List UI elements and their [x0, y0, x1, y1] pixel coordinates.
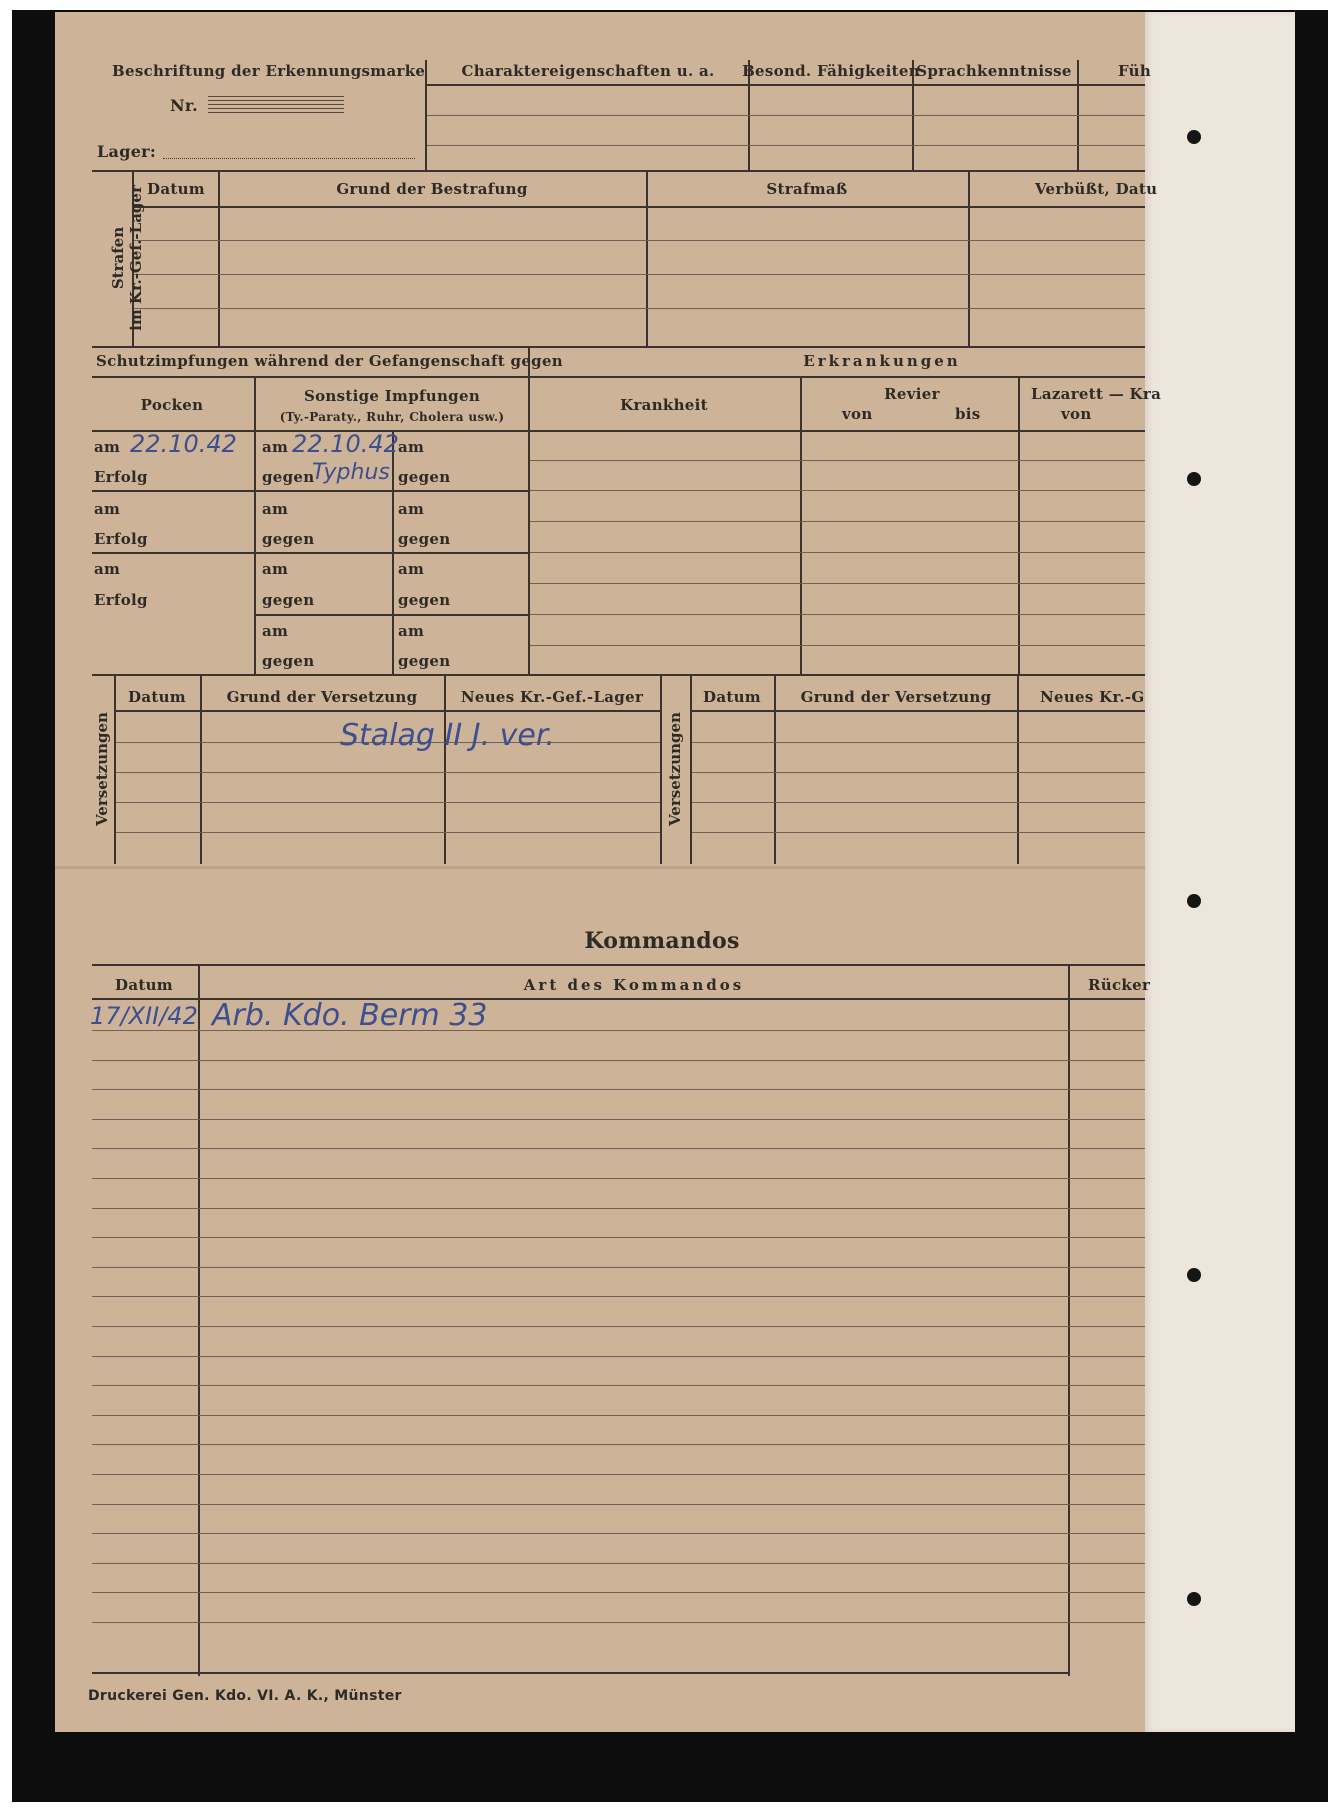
row-line: [92, 1533, 1145, 1534]
row-line: [256, 614, 528, 616]
row-line: [530, 614, 1145, 615]
sonstige-b-gegen-2: gegen: [398, 530, 451, 548]
sonstige-b-gegen-3: gegen: [398, 591, 451, 609]
section-line: [92, 346, 1145, 348]
header-line: [692, 710, 1145, 712]
divider: [1017, 676, 1019, 864]
hw-versetzung-entry: Stalag II J. ver.: [340, 718, 555, 753]
row-line: [92, 1622, 1145, 1623]
row-line: [92, 1474, 1145, 1475]
row-line: [134, 308, 1145, 309]
row-line: [92, 552, 528, 554]
strafen-side-label: Strafen im Kr.-Gef.-Lager: [109, 185, 145, 331]
row-line: [427, 145, 1145, 146]
divider: [218, 170, 220, 346]
row-line: [92, 1148, 1145, 1149]
row-line: [92, 1119, 1145, 1120]
versetzung-grund-header-right: Grund der Versetzung: [800, 688, 992, 706]
versetzungen-side-label-right: Versetzungen: [666, 712, 684, 826]
pocken-am-2: am: [94, 500, 121, 518]
lager-dotted-line: [163, 158, 415, 159]
divider: [1068, 964, 1070, 1676]
divider: [968, 170, 970, 346]
row-line: [134, 274, 1145, 275]
verbuesst-header: Verbüßt, Datu: [1035, 180, 1158, 198]
neues-lager-header-left: Neues Kr.-Gef.-Lager: [460, 688, 644, 706]
punch-hole: [1187, 1268, 1201, 1282]
fold-line: [55, 866, 1145, 869]
versetzung-datum-header-right: Datum: [703, 688, 761, 706]
pocken-erfolg-2: Erfolg: [94, 530, 148, 548]
header-line: [92, 430, 1145, 432]
sonstige-a-am-3: am: [262, 560, 289, 578]
krankheit-header: Krankheit: [620, 396, 708, 414]
revier-von: von: [842, 405, 873, 423]
row-line: [116, 772, 660, 773]
row-line: [692, 832, 1145, 833]
nr-redacted: [208, 96, 344, 116]
row-line: [92, 1237, 1145, 1238]
row-line: [92, 1444, 1145, 1445]
versetzungen-side-label-left: Versetzungen: [93, 712, 111, 826]
sonstige-a-gegen-3: gegen: [262, 591, 315, 609]
strafen-datum-header: Datum: [147, 180, 205, 198]
divider: [254, 376, 256, 676]
revier-header: Revier: [884, 385, 940, 403]
sonstige-a-gegen-4: gegen: [262, 652, 315, 670]
kommando-rueckkehr-header: Rücker: [1088, 976, 1151, 994]
hw-kommando-date: 17/XII/42: [90, 1002, 198, 1030]
punch-hole: [1187, 130, 1201, 144]
sonstige-b-am-2: am: [398, 500, 425, 518]
row-line: [92, 1592, 1145, 1593]
divider: [690, 676, 692, 864]
impfungen-title: Schutzimpfungen während der Gefangenschaft gegen: [96, 352, 564, 370]
erkennungsmarke-label: Beschriftung der Erkennungsmarke: [112, 62, 426, 80]
row-line: [92, 1415, 1145, 1416]
strafen-grund-header: Grund der Bestrafung: [336, 180, 528, 198]
row-line: [692, 742, 1145, 743]
sonstige-a-am-1: am: [262, 438, 289, 456]
hw-sonstige-date: 22.10.42: [292, 430, 399, 458]
punch-hole: [1187, 472, 1201, 486]
row-line: [92, 1563, 1145, 1564]
divider: [198, 964, 200, 1676]
pocken-erfolg-1: Erfolg: [94, 468, 148, 486]
hw-typhus: Typhus: [312, 460, 390, 485]
sonstige-b-gegen-4: gegen: [398, 652, 451, 670]
row-line: [92, 1385, 1145, 1386]
section-line: [92, 170, 1145, 172]
versetzung-grund-header-left: Grund der Versetzung: [226, 688, 418, 706]
charakter-header: Charaktereigenschaften u. a.: [461, 62, 715, 80]
row-line: [134, 240, 1145, 241]
punch-hole: [1187, 1592, 1201, 1606]
divider: [444, 676, 446, 864]
printer-note: Druckerei Gen. Kdo. VI. A. K., Münster: [88, 1688, 402, 1704]
nr-label: Nr.: [170, 96, 199, 115]
row-line: [92, 1504, 1145, 1505]
lager-label: Lager:: [97, 142, 157, 161]
divider: [114, 676, 116, 864]
sonstige-a-gegen-1: gegen: [262, 468, 315, 486]
header-line: [427, 84, 1145, 86]
row-line: [116, 832, 660, 833]
binding-strip: [1145, 12, 1295, 1732]
pocken-am-1: am: [94, 438, 121, 456]
sonstige-b-am-4: am: [398, 622, 425, 640]
row-line: [92, 1060, 1145, 1061]
row-line: [530, 460, 1145, 461]
row-line: [530, 583, 1145, 584]
row-line: [530, 552, 1145, 553]
sprachkenntnisse-header: Sprachkenntnisse: [916, 62, 1072, 80]
sonstige-a-am-2: am: [262, 500, 289, 518]
sonstige-b-am-1: am: [398, 438, 425, 456]
row-line: [92, 1296, 1145, 1297]
kommando-art-header: Art des Kommandos: [523, 976, 745, 994]
row-line: [427, 115, 1145, 116]
sonstige-a-am-4: am: [262, 622, 289, 640]
section-line: [92, 674, 1145, 676]
divider: [1018, 376, 1020, 676]
divider: [660, 676, 662, 864]
row-line: [692, 772, 1145, 773]
divider: [646, 170, 648, 346]
faehigkeiten-header: Besond. Fähigkeiten: [742, 62, 920, 80]
punch-hole: [1187, 894, 1201, 908]
fuehrung-header: Füh: [1118, 62, 1152, 80]
lazarett-von: von: [1061, 405, 1092, 423]
kommandos-title: Kommandos: [584, 928, 740, 954]
row-line: [92, 1326, 1145, 1327]
erkrankungen-title: Erkrankungen: [803, 352, 961, 370]
sonstige-subheader: (Ty.-Paraty., Ruhr, Cholera usw.): [279, 410, 505, 424]
strafmass-header: Strafmaß: [766, 180, 848, 198]
lazarett-header: Lazarett — Kra: [1031, 385, 1162, 403]
divider: [774, 676, 776, 864]
versetzung-datum-header-left: Datum: [128, 688, 186, 706]
section-line: [92, 376, 1145, 378]
row-line: [92, 490, 528, 492]
sonstige-a-gegen-2: gegen: [262, 530, 315, 548]
row-line: [92, 1356, 1145, 1357]
row-line: [92, 1267, 1145, 1268]
sonstige-b-gegen-1: gegen: [398, 468, 451, 486]
neues-lager-header-right: Neues Kr.-G: [1040, 688, 1145, 706]
row-line: [92, 1089, 1145, 1090]
row-line: [692, 802, 1145, 803]
divider: [200, 676, 202, 864]
sonstige-header: Sonstige Impfungen: [303, 387, 481, 405]
row-line: [530, 645, 1145, 646]
table-bottom-line: [92, 1672, 1070, 1674]
row-line: [92, 1178, 1145, 1179]
hw-pocken-date: 22.10.42: [130, 430, 237, 458]
hw-kommando-entry: Arb. Kdo. Berm 33: [212, 998, 488, 1033]
row-line: [116, 802, 660, 803]
pocken-header: Pocken: [140, 396, 204, 414]
header-line: [116, 710, 660, 712]
divider: [528, 346, 530, 676]
row-line: [530, 490, 1145, 491]
pocken-am-3: am: [94, 560, 121, 578]
revier-bis: bis: [955, 405, 981, 423]
header-line: [134, 206, 1145, 208]
row-line: [92, 1208, 1145, 1209]
pocken-erfolg-3: Erfolg: [94, 591, 148, 609]
row-line: [530, 521, 1145, 522]
section-line: [92, 964, 1145, 966]
kommando-datum-header: Datum: [115, 976, 173, 994]
sonstige-b-am-3: am: [398, 560, 425, 578]
divider: [800, 376, 802, 676]
